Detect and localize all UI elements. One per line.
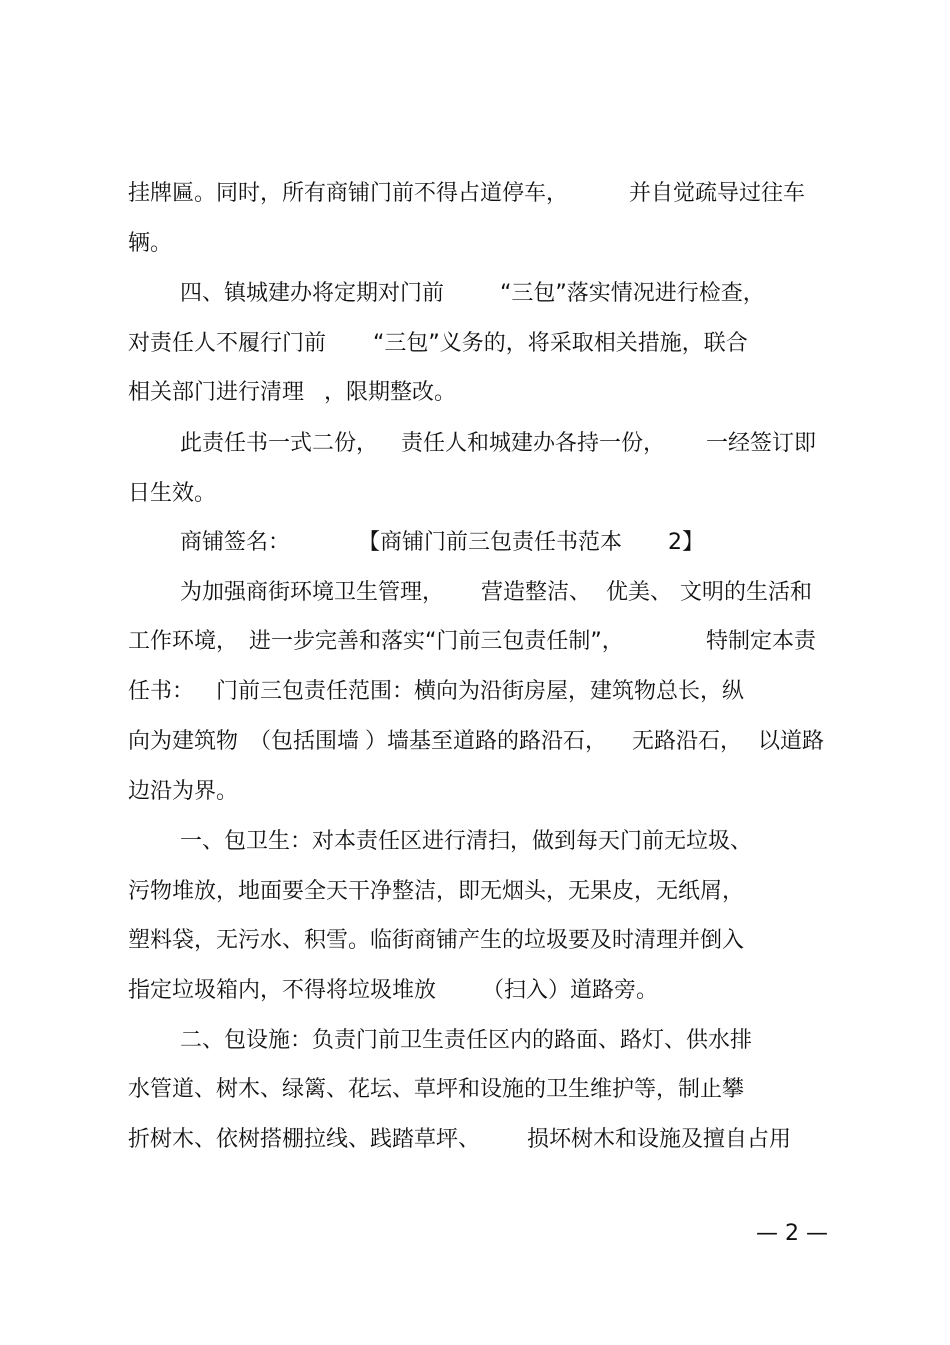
text-segment: 为加强商街环境卫生管理， bbox=[180, 580, 445, 605]
text-segment: 相关部门进行清理 bbox=[128, 380, 305, 405]
text-segment: 一、包卫生：对本责任区进行清扫，做到每天门前无垃圾、 bbox=[180, 829, 753, 854]
text-segment: 污物堆放，地面要全天干净整洁，即无烟头，无果皮，无纸屑， bbox=[128, 879, 745, 904]
text-segment: （包括围墙 bbox=[249, 729, 360, 754]
text-segment: 优美、 bbox=[606, 580, 673, 605]
page-number: — 2 — bbox=[756, 1221, 828, 1246]
text-line bbox=[0, 523, 950, 563]
text-segment: 边沿为界。 bbox=[128, 779, 239, 804]
text-line bbox=[0, 274, 950, 314]
text-segment: 并自觉疏导过往车 bbox=[629, 181, 806, 206]
text-segment: ）墙基至道路的路沿石， bbox=[365, 729, 608, 754]
section-title-number: 2】 bbox=[668, 530, 704, 555]
text-segment: 辆。 bbox=[128, 231, 173, 256]
signature-label: 商铺签名： bbox=[180, 530, 291, 555]
text-segment: 折树木、依树搭棚拉线、践踏草坪、 bbox=[128, 1127, 481, 1152]
text-line bbox=[0, 622, 950, 662]
text-line bbox=[0, 722, 950, 762]
text-segment: （扫入）道路旁。 bbox=[482, 978, 659, 1003]
text-line bbox=[0, 474, 950, 514]
text-segment: 四、镇城建办将定期对门前 bbox=[180, 281, 445, 306]
text-segment: 对责任人不履行门前 bbox=[128, 331, 327, 356]
text-line bbox=[0, 1070, 950, 1110]
text-segment: 二、包设施：负责门前卫生责任区内的路面、路灯、供水排 bbox=[180, 1028, 753, 1053]
text-segment: 任书： bbox=[128, 679, 195, 704]
text-line bbox=[0, 971, 950, 1011]
text-segment: 责任人和城建办各持一份， bbox=[401, 431, 666, 456]
text-segment: ，限期整改。 bbox=[324, 380, 457, 405]
text-segment: 工作环境， bbox=[128, 629, 239, 654]
text-segment: 损坏树木和设施及擅自占用 bbox=[527, 1127, 792, 1152]
text-segment: 进一步完善和落实“门前三包责任制”， bbox=[249, 629, 624, 654]
text-line bbox=[0, 872, 950, 912]
text-line bbox=[0, 573, 950, 613]
text-segment: 特制定本责 bbox=[706, 629, 817, 654]
text-line bbox=[0, 772, 950, 812]
text-segment: 指定垃圾箱内，不得将垃圾堆放 bbox=[128, 978, 437, 1003]
text-segment: 以道路 bbox=[758, 729, 825, 754]
text-segment: 营造整洁、 bbox=[481, 580, 592, 605]
text-line bbox=[0, 921, 950, 961]
text-segment: 挂牌匾。同时，所有商铺门前不得占道停车， bbox=[128, 181, 569, 206]
text-segment: 向为建筑物 bbox=[128, 729, 239, 754]
text-line bbox=[0, 373, 950, 413]
text-segment: 一经签订即 bbox=[706, 431, 817, 456]
text-segment: “三包”义务的，将采取相关措施，联合 bbox=[373, 331, 748, 356]
text-segment: 此责任书一式二份， bbox=[180, 431, 379, 456]
text-segment: 无路沿石， bbox=[632, 729, 743, 754]
text-segment: 水管道、树木、绿篱、花坛、草坪和设施的卫生维护等，制止攀 bbox=[128, 1077, 745, 1102]
text-segment: “三包”落实情况进行检查， bbox=[500, 281, 765, 306]
text-line bbox=[0, 1120, 950, 1160]
text-segment: 文明的生活和 bbox=[680, 580, 813, 605]
text-segment: 门前三包责任范围：横向为沿街房屋，建筑物总长，纵 bbox=[216, 679, 745, 704]
text-line bbox=[0, 224, 950, 264]
text-line bbox=[0, 424, 950, 464]
section-title: 【商铺门前三包责任书范本 bbox=[358, 530, 623, 555]
text-line bbox=[0, 822, 950, 862]
text-segment: 日生效。 bbox=[128, 481, 217, 506]
text-line bbox=[0, 672, 950, 712]
text-segment: 塑料袋，无污水、积雪。临街商铺产生的垃圾要及时清理并倒入 bbox=[128, 928, 745, 953]
text-line bbox=[0, 174, 950, 214]
text-line bbox=[0, 324, 950, 364]
text-line bbox=[0, 1021, 950, 1061]
